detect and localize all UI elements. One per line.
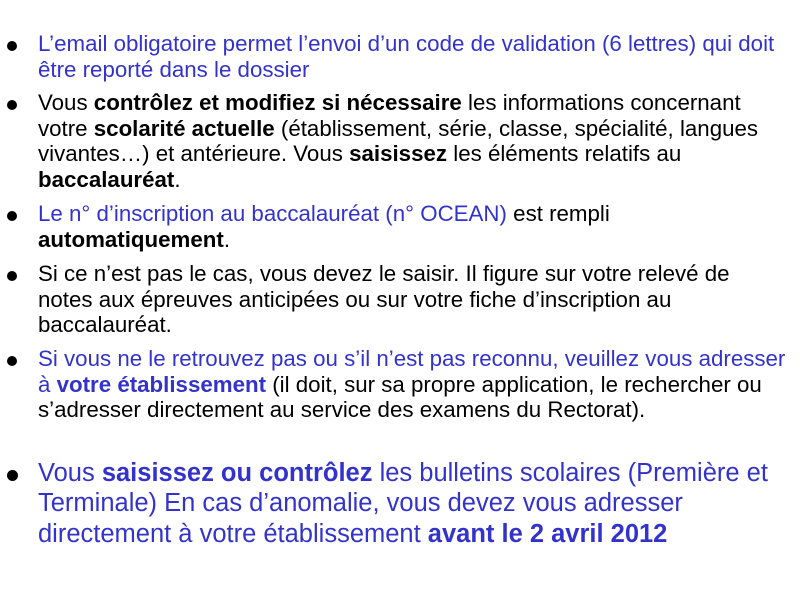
bullet-icon (7, 356, 17, 366)
bullet-text-segment: Vous (38, 90, 94, 115)
bullet-text-segment: Si ce n’est pas le cas, vous devez le saisir. Il figure sur votre relevé de notes aux épreuves anticipées ou sur votre fiche d’inscription au baccalauréat. (38, 261, 730, 338)
bullet-text-segment: scolarité actuelle (93, 115, 275, 141)
bullet-text-segment: automatiquement (38, 226, 224, 252)
bullet-text-segment: votre établissement (56, 371, 267, 397)
bullet-text-segment: est rempli (506, 201, 610, 226)
bullet-text-segment: . (223, 226, 231, 252)
bullet-text (38, 346, 786, 423)
bullet-text-segment: saisissez (349, 141, 448, 167)
bullet-text-segment: contrôlez et modifiez si nécessaire (93, 90, 462, 115)
bullet-text (38, 458, 786, 549)
bullet-icon (7, 211, 17, 221)
bullet-text-segment: (il doit, sur sa propre application, le rechercher ou s’adresser directement au service des examens du Rectorat). (38, 371, 762, 423)
bullet-icon (7, 271, 17, 281)
bullet-text (38, 261, 786, 338)
bullet-text-segment: saisissez ou contrôlez (101, 459, 373, 487)
bullet-text-segment: baccalauréat (38, 166, 175, 192)
bullet-icon (7, 470, 18, 481)
bullet-text (38, 201, 786, 252)
bullet-text-segment: les éléments relatifs au (447, 141, 682, 167)
bullet-text (38, 31, 786, 82)
bullet-text-segment: les informations concernant votre (38, 90, 741, 141)
bullet-text-segment: (établissement, série, classe, spécialité, langues vivantes…) et antérieure. Vous (38, 115, 759, 167)
bullet-text-segment: . (174, 166, 181, 192)
bullet-text (38, 90, 786, 192)
bullet-text-segment: les bulletins scolaires (Première et Terminale) En cas d’anomalie, vous devez vous adresser directement à votre établissement (38, 459, 768, 548)
bullet-text-segment: avant le 2 avril 2012 (427, 519, 668, 548)
bullet-icon (7, 41, 17, 51)
bullet-text-segment: Le n° d’inscription au baccalauréat (n° OCEAN) (38, 201, 507, 226)
bullet-icon (7, 100, 17, 110)
bullet-text-segment: L’email obligatoire permet l’envoi d’un code de validation (6 lettres) qui doit être reporté dans le dossier (38, 31, 775, 82)
bullet-text-segment: Vous (38, 459, 102, 487)
bullet-text-segment: Si vous ne le retrouvez pas ou s’il n’est pas reconnu, veuillez vous adresser à (38, 346, 786, 397)
